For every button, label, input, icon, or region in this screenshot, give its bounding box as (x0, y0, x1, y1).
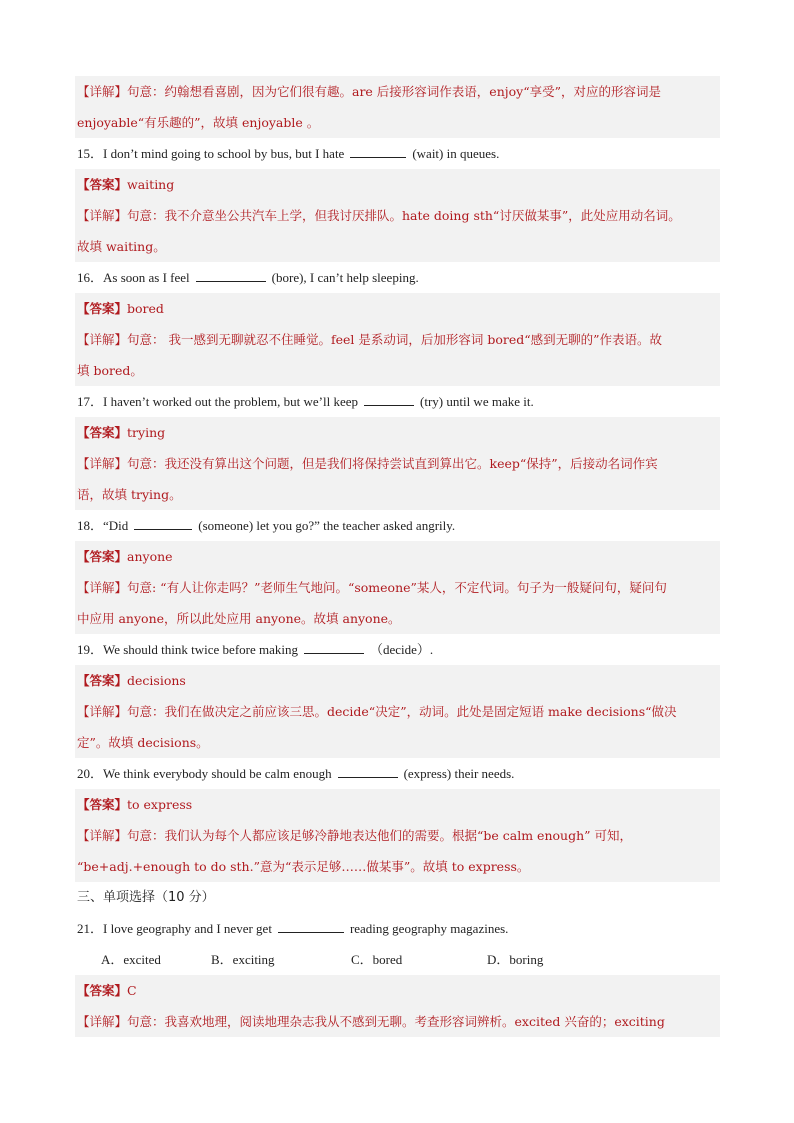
explanation-line: 【详解】句意: “有人让你走吗？”老师生气地问。“someone”某人，不定代词。句子为一般疑问句，疑问句 (75, 572, 720, 603)
explanation-line: 【详解】句意：我喜欢地理，阅读地理杂志我从不感到无聊。考查形容词辨析。excited 兴奋的；exciting (75, 1006, 720, 1037)
question-text: 18．“Did (77, 518, 129, 533)
document-page (75, 76, 720, 1037)
section-heading: 三、单项选择（10 分） (77, 890, 215, 905)
question-text: 16．As soon as I feel (77, 270, 190, 285)
explanation-line: 定”。故填 decisions。 (75, 727, 720, 758)
answer-value: to express (127, 797, 193, 812)
answer-line (75, 417, 720, 448)
answer-value: decisions (127, 673, 186, 688)
answer-blank (350, 145, 406, 158)
question-17 (75, 386, 720, 417)
question-18 (75, 510, 720, 541)
answer-line (75, 665, 720, 696)
answer-tag: 【答案】 (77, 983, 128, 998)
question-15 (75, 138, 720, 169)
answer-value: bored (127, 301, 164, 316)
explanation-line: “be+adj.+enough to do sth.”意为“表示足够……做某事”。故填 to express。 (75, 851, 720, 882)
option-a: A．excited (101, 952, 161, 967)
option-b: B．exciting (211, 952, 275, 967)
question-text: (bore), I can’t help sleeping. (271, 270, 419, 285)
question-text: 21．I love geography and I never get (77, 921, 272, 936)
answer-tag: 【答案】 (77, 177, 128, 192)
answer-value: anyone (127, 549, 173, 564)
answer-blank (278, 920, 344, 933)
options-row (75, 944, 720, 975)
question-20 (75, 758, 720, 789)
question-text: (try) until we make it. (420, 394, 534, 409)
explanation-line: 【详解】句意：我还没有算出这个问题，但是我们将保持尝试直到算出它。keep“保持”，后接动名词作宾 (75, 448, 720, 479)
answer-line (75, 541, 720, 572)
question-21 (75, 913, 720, 944)
question-text: (someone) let you go?” the teacher asked angrily. (198, 518, 456, 533)
question-19 (75, 634, 720, 665)
explanation-line: 故填 waiting。 (75, 231, 720, 262)
answer-blank (196, 269, 266, 282)
answer-value: C (127, 983, 137, 998)
option-d: D．boring (487, 952, 544, 967)
explanation-line: 【详解】句意：我不介意坐公共汽车上学，但我讨厌排队。hate doing sth“讨厌做某事”，此处应用动名词。 (75, 200, 720, 231)
question-text: (express) their needs. (403, 766, 515, 781)
answer-tag: 【答案】 (77, 425, 128, 440)
answer-line (75, 293, 720, 324)
question-text: 19．We should think twice before making (77, 642, 298, 657)
explanation-line: 【详解】句意：约翰想看喜剧，因为它们很有趣。are 后接形容词作表语，enjoy“享受”，对应的形容词是 (75, 76, 720, 107)
explanation-line: 【详解】句意：我们在做决定之前应该三思。decide“决定”，动词。此处是固定短语 make decisions“做决 (75, 696, 720, 727)
question-text: （decide）. (370, 642, 434, 657)
question-text: 17．I haven’t worked out the problem, but we’ll keep (77, 394, 358, 409)
answer-line (75, 789, 720, 820)
answer-blank (338, 765, 398, 778)
answer-value: waiting (127, 177, 175, 192)
answer-tag: 【答案】 (77, 549, 128, 564)
explanation-line: 中应用 anyone，所以此处应用 anyone。故填 anyone。 (75, 603, 720, 634)
answer-tag: 【答案】 (77, 797, 128, 812)
question-text: (wait) in queues. (412, 146, 500, 161)
explanation-line: 语，故填 trying。 (75, 479, 720, 510)
answer-line (75, 975, 720, 1006)
explanation-line: enjoyable“有乐趣的”，故填 enjoyable 。 (75, 107, 720, 138)
explanation-line: 【详解】句意：我们认为每个人都应该足够冷静地表达他们的需要。根据“be calm enough” 可知， (75, 820, 720, 851)
explanation-line: 【详解】句意： 我一感到无聊就忍不住睡觉。feel 是系动词，后加形容词 bored“感到无聊的”作表语。故 (75, 324, 720, 355)
explanation-line: 填 bored。 (75, 355, 720, 386)
question-text: reading geography magazines. (349, 921, 509, 936)
question-text: 20．We think everybody should be calm enough (77, 766, 332, 781)
answer-blank (304, 641, 364, 654)
answer-value: trying (127, 425, 166, 440)
answer-blank (364, 393, 414, 406)
option-c: C．bored (351, 952, 403, 967)
question-16 (75, 262, 720, 293)
question-text: 15．I don’t mind going to school by bus, but I hate (77, 146, 345, 161)
answer-line (75, 169, 720, 200)
answer-tag: 【答案】 (77, 673, 128, 688)
answer-tag: 【答案】 (77, 301, 128, 316)
answer-blank (134, 517, 192, 530)
